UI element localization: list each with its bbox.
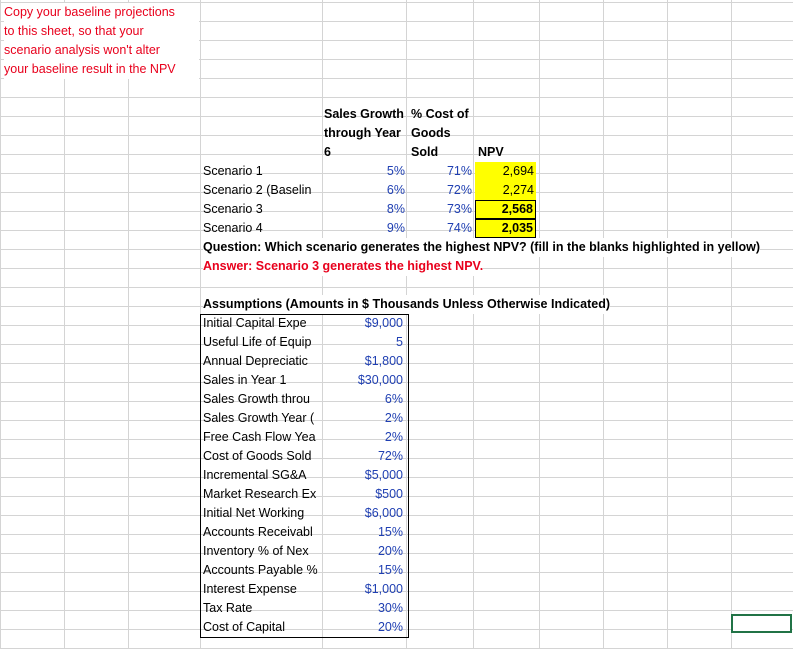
scenario-label[interactable]: Scenario 4 [203,221,263,235]
assumption-label[interactable]: Cost of Capital [203,620,285,634]
note-line: to this sheet, so that your [4,24,144,38]
scenario-growth[interactable]: 5% [386,164,405,178]
note-line: your baseline result in the NPV [4,62,176,76]
header-sales-growth-2[interactable]: through Year [324,126,401,140]
assumption-label[interactable]: Sales Growth throu [203,392,310,406]
assumption-value[interactable]: 72% [377,449,403,463]
assumption-value[interactable]: 15% [377,525,403,539]
scenario-cost[interactable]: 72% [446,183,472,197]
scenario-growth[interactable]: 8% [386,202,405,216]
scenario-growth[interactable]: 9% [386,221,405,235]
assumption-value[interactable]: 20% [377,544,403,558]
selected-cell[interactable] [731,614,792,633]
assumption-label[interactable]: Sales Growth Year ( [203,411,315,425]
question-text[interactable]: Question: Which scenario generates the highest NPV? (fill in the blanks highlighted in yellow) [203,238,760,257]
assumption-label[interactable]: Tax Rate [203,601,253,615]
assumption-value[interactable]: 2% [384,411,403,425]
grid-row-line [0,154,793,155]
scenario-label[interactable]: Scenario 3 [203,202,263,216]
assumption-label[interactable]: Incremental SG&A [203,468,307,482]
header-sales-growth-1[interactable]: Sales Growth [324,107,404,121]
assumption-value[interactable]: 20% [377,620,403,634]
scenario-npv[interactable]: 2,694 [475,162,536,181]
grid-row-line [0,97,793,98]
assumption-label[interactable]: Sales in Year 1 [203,373,287,387]
assumption-value[interactable]: 5 [396,335,403,349]
assumption-value[interactable]: 6% [384,392,403,406]
assumption-value[interactable]: $500 [375,487,403,501]
assumption-value[interactable]: $30,000 [357,373,403,387]
header-cost-1[interactable]: % Cost of [411,107,469,121]
scenario-cost[interactable]: 73% [446,202,472,216]
assumption-label[interactable]: Initial Capital Expe [203,316,307,330]
assumption-label[interactable]: Initial Net Working [203,506,305,520]
scenario-cost[interactable]: 74% [446,221,472,235]
assumption-value[interactable]: 30% [377,601,403,615]
assumption-label[interactable]: Cost of Goods Sold [203,449,312,463]
assumption-value[interactable]: $6,000 [364,506,403,520]
instruction-note [4,3,199,79]
assumption-label[interactable]: Market Research Ex [203,487,317,501]
scenario-label[interactable]: Scenario 2 (Baselin [203,183,312,197]
assumption-label[interactable]: Annual Depreciatic [203,354,308,368]
scenario-npv[interactable]: 2,035 [475,219,536,238]
header-cost-2[interactable]: Goods [411,126,451,140]
assumption-label[interactable]: Useful Life of Equip [203,335,312,349]
grid-row-line [0,287,793,288]
header-cost-3[interactable]: Sold [411,145,439,159]
assumption-value[interactable]: 15% [377,563,403,577]
answer-text[interactable]: Answer: Scenario 3 generates the highest NPV. [203,257,483,276]
assumption-label[interactable]: Interest Expense [203,582,297,596]
assumption-label[interactable]: Free Cash Flow Yea [203,430,316,444]
assumption-value[interactable]: $5,000 [364,468,403,482]
assumptions-title[interactable]: Assumptions (Amounts in $ Thousands Unless Otherwise Indicated) [203,295,610,314]
assumption-label[interactable]: Inventory % of Nex [203,544,309,558]
assumption-label[interactable]: Accounts Receivabl [203,525,313,539]
assumption-value[interactable]: $1,000 [364,582,403,596]
assumption-label[interactable]: Accounts Payable % [203,563,318,577]
note-line: Copy your baseline projections [4,5,175,19]
scenario-npv[interactable]: 2,274 [475,181,536,200]
note-line: scenario analysis won't alter [4,43,160,57]
scenario-label[interactable]: Scenario 1 [203,164,263,178]
scenario-growth[interactable]: 6% [386,183,405,197]
header-npv[interactable]: NPV [478,145,504,159]
assumption-value[interactable]: $1,800 [364,354,403,368]
assumption-value[interactable]: 2% [384,430,403,444]
scenario-npv[interactable]: 2,568 [475,200,536,219]
assumption-value[interactable]: $9,000 [364,316,403,330]
scenario-cost[interactable]: 71% [446,164,472,178]
header-sales-growth-3[interactable]: 6 [324,145,331,159]
